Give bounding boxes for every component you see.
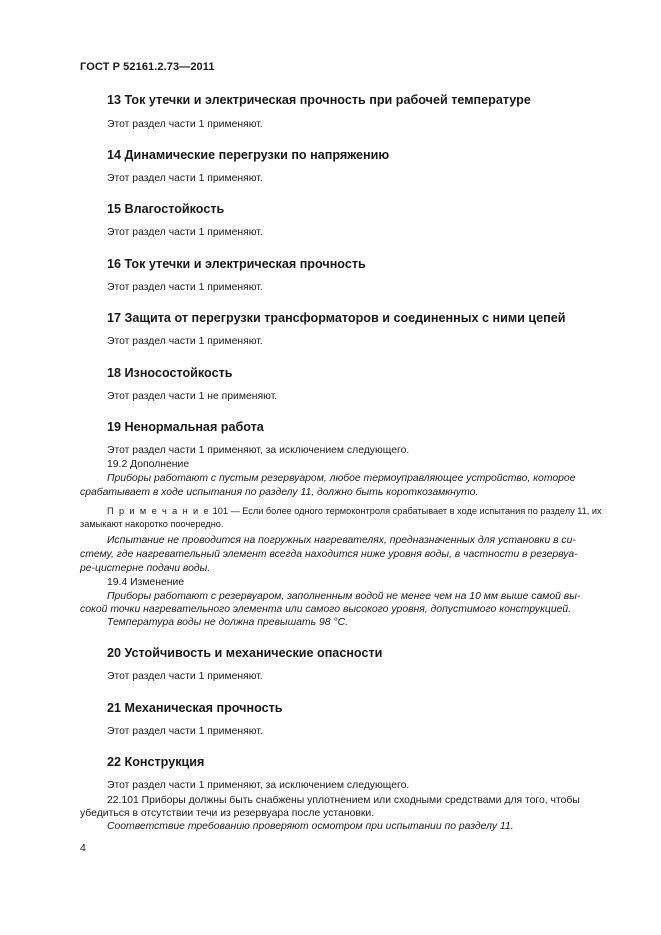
section-18-title: 18 Износостойкость [107,366,233,380]
note-label: П р и м е ч а н и е [107,506,211,516]
paragraph-19-4-line-3: Температура воды не должна превышать 98 °С. [107,617,348,628]
section-21-title: 21 Механическая прочность [107,701,283,715]
compliance-paragraph: Соответствие требованию проверяют осмотром при испытании по разделу 11. [107,821,514,832]
paragraph-19-2-line-1: Приборы работают с пустым резервуаром, любое термоуправляющее устройство, которое [107,473,576,484]
paragraph-immersion-line-1: Испытание не проводится на погружных нагревателях, предназначенных для установки в си- [107,535,576,546]
section-19-intro: Этот раздел части 1 применяют, за исключением следующего. [107,445,410,456]
section-20-text: Этот раздел части 1 применяют. [107,671,263,682]
section-13-text: Этот раздел части 1 применяют. [107,119,263,130]
paragraph-19-2-line-2: срабатывает в ходе испытания по разделу 11, должно быть короткозамкнуто. [80,487,479,498]
section-18-text: Этот раздел части 1 не применяют. [107,391,278,402]
note-101 [80,505,615,530]
section-14-text: Этот раздел части 1 применяют. [107,173,263,184]
section-17-title: 17 Защита от перегрузки трансформаторов и соединенных с ними цепей [107,311,566,325]
subsection-19-2-heading: 19.2 Дополнение [107,459,190,470]
paragraph-immersion-line-3: ре-цистерне подачи воды. [80,563,211,574]
paragraph-22-101-line-1: 22.101 Приборы должны быть снабжены уплотнением или сходными средствами для того, чтобы [107,795,580,806]
section-22-intro: Этот раздел части 1 применяют, за исключением следующего. [107,780,410,791]
section-16-title: 16 Ток утечки и электрическая прочность [107,257,366,271]
section-14-title: 14 Динамические перегрузки по напряжению [107,148,390,162]
section-15-title: 15 Влагостойкость [107,202,225,216]
section-22-title: 22 Конструкция [107,755,205,769]
note-text-line-2: замыкают накоротко поочередно. [80,518,224,529]
paragraph-immersion-line-2: стему, где нагревательный элемент всегда находится ниже уровня воды, в частности в резервуа- [80,549,578,560]
paragraph-19-4-line-2: сокой точки нагревательного элемента или самого высокого уровня, допустимого конструкцией. [80,604,572,615]
subsection-19-4-heading: 19.4 Изменение [107,577,185,588]
section-20-title: 20 Устойчивость и механические опасности [107,646,383,660]
section-16-text: Этот раздел части 1 применяют. [107,282,263,293]
section-19-title: 19 Ненормальная работа [107,420,264,434]
section-17-text: Этот раздел части 1 применяют. [107,336,263,347]
paragraph-22-101-line-2: убедиться в отсутствии течи из резервуара после установки. [80,808,375,819]
note-text-line-1: 101 — Если более одного термоконтроля срабатывает в ходе испытания по разделу 11, их [212,506,602,516]
section-13-title: 13 Ток утечки и электрическая прочность при рабочей температуре [107,93,531,107]
page-number: 4 [80,842,86,854]
paragraph-19-4-line-1: Приборы работают с резервуаром, заполненным водой не менее чем на 10 мм выше самой вы- [107,591,581,602]
standard-header: ГОСТ Р 52161.2.73—2011 [80,61,215,73]
section-21-text: Этот раздел части 1 применяют. [107,726,263,737]
section-15-text: Этот раздел части 1 применяют. [107,227,263,238]
